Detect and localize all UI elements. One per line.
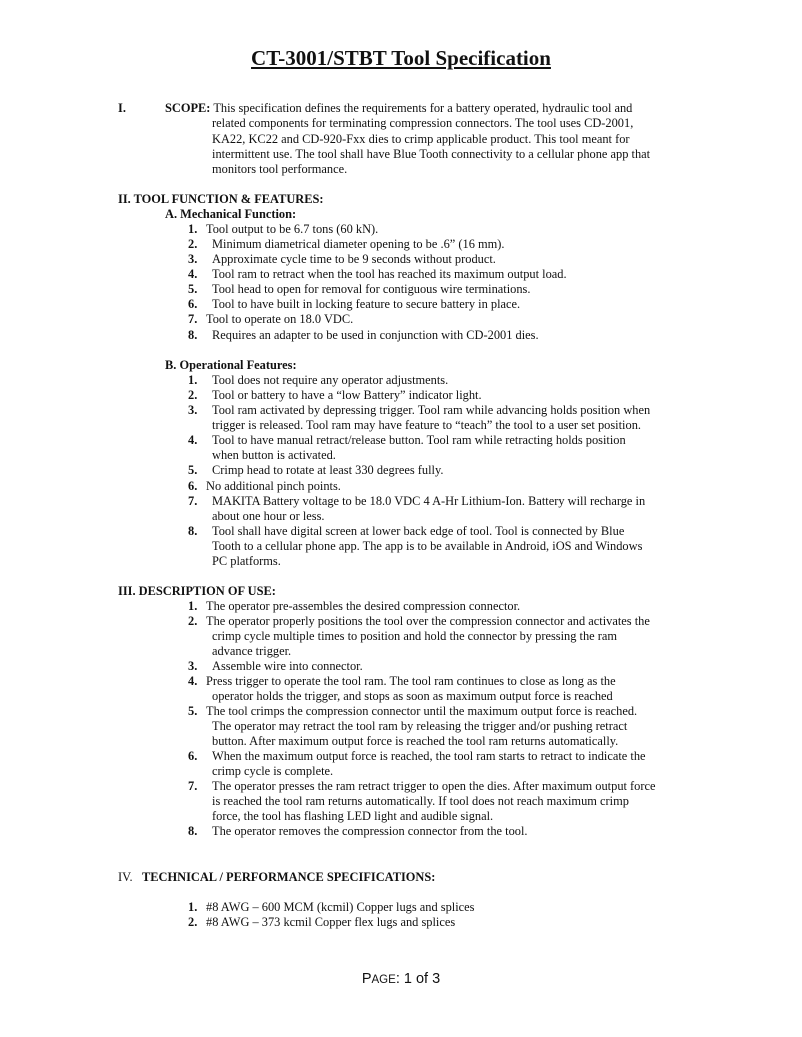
scope-heading: SCOPE: bbox=[165, 101, 211, 115]
item-number: 5. bbox=[188, 463, 198, 477]
op-line-2: Tool or battery to have a “low Battery” indicator light. bbox=[212, 388, 482, 402]
op-line-6: when button is activated. bbox=[212, 448, 336, 462]
mech-item-2: Minimum diametrical diameter opening to be .6” (16 mm). bbox=[212, 237, 505, 251]
section-1-number: I. bbox=[118, 101, 126, 115]
item-number: 4. bbox=[188, 674, 198, 688]
section-2-heading: II. TOOL FUNCTION & FEATURES: bbox=[118, 192, 324, 206]
scope-line-1 bbox=[165, 101, 632, 116]
item-number: 1. bbox=[188, 373, 198, 387]
mech-item-3: Approximate cycle time to be 9 seconds without product. bbox=[212, 252, 496, 266]
use-line-5: Assemble wire into connector. bbox=[212, 659, 363, 673]
item-number: 8. bbox=[188, 824, 198, 838]
mech-item-8: Requires an adapter to be used in conjunction with CD-2001 dies. bbox=[212, 328, 539, 342]
op-line-7: Crimp head to rotate at least 330 degrees fully. bbox=[212, 463, 444, 477]
section-4-heading: TECHNICAL / PERFORMANCE SPECIFICATIONS: bbox=[142, 870, 436, 884]
use-line-12: crimp cycle is complete. bbox=[212, 764, 334, 778]
op-line-3: Tool ram activated by depressing trigger. Tool ram while advancing holds position when bbox=[212, 403, 651, 417]
mech-item-7: Tool to operate on 18.0 VDC. bbox=[206, 312, 354, 326]
item-number: 3. bbox=[188, 403, 198, 417]
mechanical-function-heading: A. Mechanical Function: bbox=[165, 207, 297, 221]
op-line-11: Tool shall have digital screen at lower back edge of tool. Tool is connected by Blue bbox=[212, 524, 625, 538]
item-number: 1. bbox=[188, 599, 198, 613]
use-line-4: advance trigger. bbox=[212, 644, 292, 658]
footer-age: AGE bbox=[371, 974, 396, 986]
mech-item-5: Tool head to open for removal for contiguous wire terminations. bbox=[212, 282, 531, 296]
scope-line-5: monitors tool performance. bbox=[212, 162, 348, 176]
use-line-8: The tool crimps the compression connector until the maximum output force is reached. bbox=[206, 704, 638, 718]
item-number: 1. bbox=[188, 900, 198, 914]
item-number: 1. bbox=[188, 222, 198, 236]
item-number: 6. bbox=[188, 749, 198, 763]
use-line-15: force, the tool has flashing LED light and audible signal. bbox=[212, 809, 494, 823]
use-line-7: operator holds the trigger, and stops as soon as maximum output force is reached bbox=[212, 689, 613, 703]
op-line-13: PC platforms. bbox=[212, 554, 281, 568]
footer-p: P bbox=[361, 971, 372, 987]
item-number: 6. bbox=[188, 479, 198, 493]
item-number: 3. bbox=[188, 252, 198, 266]
use-line-10: button. After maximum output force is reached the tool ram returns automatically. bbox=[212, 734, 619, 748]
item-number: 3. bbox=[188, 659, 198, 673]
item-number: 5. bbox=[188, 704, 198, 718]
document-title: CT-3001/STBT Tool Specification bbox=[251, 46, 551, 70]
item-number: 5. bbox=[188, 282, 198, 296]
use-line-6: Press trigger to operate the tool ram. The tool ram continues to close as long as the bbox=[206, 674, 616, 688]
spec-item-1: #8 AWG – 600 MCM (kcmil) Copper lugs and splices bbox=[206, 900, 475, 914]
item-number: 2. bbox=[188, 388, 198, 402]
use-line-11: When the maximum output force is reached, the tool ram starts to retract to indicate the bbox=[212, 749, 646, 763]
item-number: 7. bbox=[188, 494, 198, 508]
item-number: 4. bbox=[188, 433, 198, 447]
use-line-14: is reached the tool ram returns automatically. If tool does not reach maximum crimp bbox=[212, 794, 629, 808]
use-line-16: The operator removes the compression connector from the tool. bbox=[212, 824, 528, 838]
mech-item-6: Tool to have built in locking feature to secure battery in place. bbox=[212, 297, 521, 311]
item-number: 2. bbox=[188, 614, 198, 628]
item-number: 8. bbox=[188, 328, 198, 342]
scope-text-1: This specification defines the requirements for a battery operated, hydraulic tool and bbox=[213, 101, 633, 115]
scope-line-4: intermittent use. The tool shall have Blue Tooth connectivity to a cellular phone app that bbox=[212, 147, 651, 161]
use-line-9: The operator may retract the tool ram by releasing the trigger and/or pushing retract bbox=[212, 719, 628, 733]
use-line-3: crimp cycle multiple times to position and hold the connector by pressing the ram bbox=[212, 629, 618, 643]
item-number: 7. bbox=[188, 779, 198, 793]
op-line-5: Tool to have manual retract/release button. Tool ram while retracting holds position bbox=[212, 433, 626, 447]
mech-item-1: Tool output to be 6.7 tons (60 kN). bbox=[206, 222, 379, 236]
mech-item-4: Tool ram to retract when the tool has reached its maximum output load. bbox=[212, 267, 567, 281]
scope-line-3: KA22, KC22 and CD-920-Fxx dies to crimp applicable product. This tool meant for bbox=[212, 132, 630, 146]
scope-line-2: related components for terminating compression connectors. The tool uses CD-2001, bbox=[212, 116, 634, 130]
op-line-4: trigger is released. Tool ram may have feature to “teach” the tool to a user set position. bbox=[212, 418, 641, 432]
section-3-heading: III. DESCRIPTION OF USE: bbox=[118, 584, 276, 598]
op-line-10: about one hour or less. bbox=[212, 509, 325, 523]
item-number: 2. bbox=[188, 237, 198, 251]
spec-item-2: #8 AWG – 373 kcmil Copper flex lugs and splices bbox=[206, 915, 456, 929]
use-line-1: The operator pre-assembles the desired compression connector. bbox=[206, 599, 521, 613]
item-number: 7. bbox=[188, 312, 198, 326]
item-number: 4. bbox=[188, 267, 198, 281]
operational-features-heading: B. Operational Features: bbox=[165, 358, 297, 372]
op-line-1: Tool does not require any operator adjustments. bbox=[212, 373, 449, 387]
op-line-9: MAKITA Battery voltage to be 18.0 VDC 4 A-Hr Lithium-Ion. Battery will recharge in bbox=[212, 494, 646, 508]
item-number: 8. bbox=[188, 524, 198, 538]
footer-page-count: : 1 of 3 bbox=[395, 971, 441, 987]
item-number: 6. bbox=[188, 297, 198, 311]
use-line-13: The operator presses the ram retract trigger to open the dies. After maximum output force bbox=[212, 779, 656, 793]
use-line-2: The operator properly positions the tool over the compression connector and activates the bbox=[206, 614, 650, 628]
item-number: 2. bbox=[188, 915, 198, 929]
page-footer bbox=[0, 971, 802, 987]
op-line-8: No additional pinch points. bbox=[206, 479, 341, 493]
section-4-number: IV. bbox=[118, 870, 133, 884]
op-line-12: Tooth to a cellular phone app. The app is to be available in Android, iOS and Windows bbox=[212, 539, 643, 553]
